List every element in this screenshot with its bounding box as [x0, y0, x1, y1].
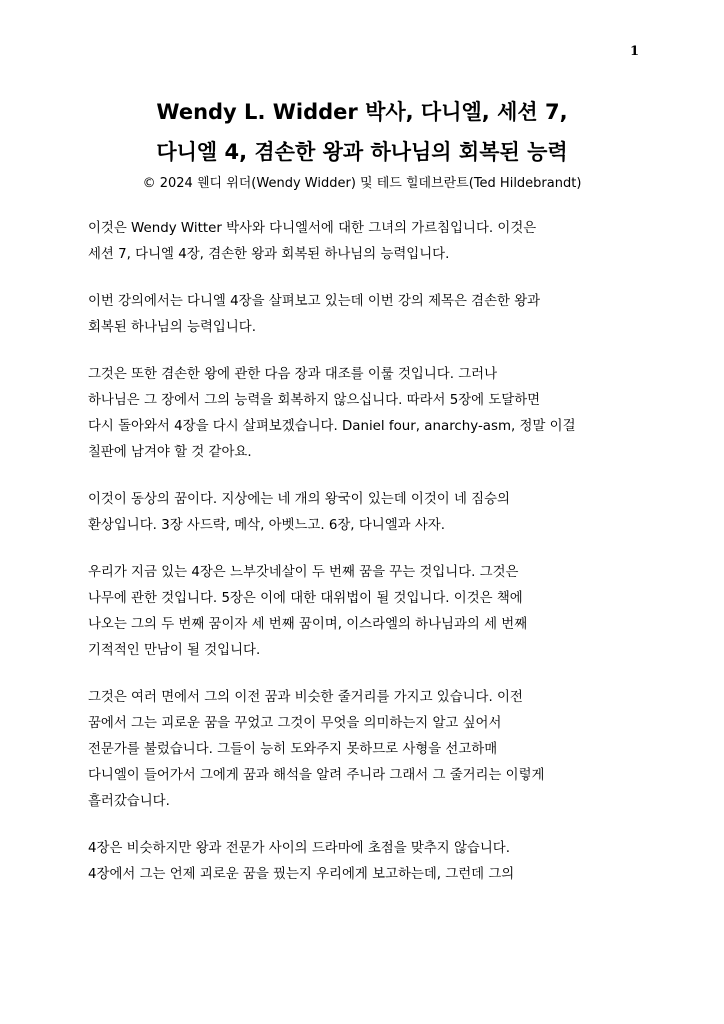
paragraph-line: 세션 7, 다니엘 4장, 겸손한 왕과 회복된 하나님의 능력입니다. [88, 247, 450, 262]
paragraph-line: 꿈에서 그는 괴로운 꿈을 꾸었고 그것이 무엇을 의미하는지 알고 싶어서 [88, 716, 502, 731]
paragraph-line: 전문가를 불렀습니다. 그들이 능히 도와주지 못하므로 사형을 선고하매 [88, 742, 498, 757]
paragraph-line: 환상입니다. 3장 사드락, 메삭, 아벳느고. 6장, 다니엘과 사자. [88, 518, 445, 533]
paragraph-line: 나무에 관한 것입니다. 5장은 이에 대한 대위법이 될 것입니다. 이것은 책에 [88, 591, 523, 606]
copyright-line: © 2024 웬디 위더(Wendy Widder) 및 테드 힐데브란트(Ted Hildebrandt) [142, 176, 582, 191]
document-header [60, 92, 664, 196]
paragraph-line: 이것은 Wendy Witter 박사와 다니엘서에 대한 그녀의 가르침입니다. 이것은 [88, 221, 537, 236]
paragraph-line: 다시 돌아와서 4장을 다시 살펴보겠습니다. Daniel four, anarchy-asm, 정말 이걸 [88, 419, 576, 434]
paragraph-2 [88, 289, 648, 341]
paragraph-line: 이것이 동상의 꿈이다. 지상에는 네 개의 왕국이 있는데 이것이 네 짐승의 [88, 492, 510, 507]
paragraph-line: 그것은 또한 겸손한 왕에 관한 다음 장과 대조를 이룰 것입니다. 그러나 [88, 367, 498, 382]
paragraph-line: 칠판에 남겨야 할 것 같아요. [88, 445, 252, 460]
paragraph-7 [88, 836, 648, 888]
paragraph-4 [88, 487, 648, 539]
paragraph-line: 기적적인 만남이 될 것입니다. [88, 643, 261, 658]
paragraph-line: 하나님은 그 장에서 그의 능력을 회복하지 않으십니다. 따라서 5장에 도달하면 [88, 393, 541, 408]
paragraph-line: 흘러갔습니다. [88, 794, 170, 809]
title-line-1: Wendy L. Widder 박사, 다니엘, 세션 7, [156, 100, 568, 124]
page-number: 1 [629, 44, 639, 59]
paragraph-5 [88, 560, 648, 664]
paragraph-line: 회복된 하나님의 능력입니다. [88, 320, 256, 335]
paragraph-line: 4장에서 그는 언제 괴로운 꿈을 꿨는지 우리에게 보고하는데, 그런데 그의 [88, 867, 515, 882]
paragraph-line: 그것은 여러 면에서 그의 이전 꿈과 비슷한 줄거리를 가지고 있습니다. 이전 [88, 690, 523, 705]
paragraph-line: 다니엘이 들어가서 그에게 꿈과 해석을 알려 주니라 그래서 그 줄거리는 이렇게 [88, 768, 545, 783]
paragraph-line: 이번 강의에서는 다니엘 4장을 살펴보고 있는데 이번 강의 제목은 겸손한 왕과 [88, 294, 541, 309]
paragraph-line: 우리가 지금 있는 4장은 느부갓네살이 두 번째 꿈을 꾸는 것입니다. 그것은 [88, 565, 519, 580]
title-line-2: 다니엘 4, 겸손한 왕과 하나님의 회복된 능력 [156, 140, 568, 164]
paragraph-3 [88, 362, 648, 466]
paragraph-6 [88, 685, 648, 815]
paragraph-1 [88, 216, 648, 268]
document-body [88, 216, 648, 909]
paragraph-line: 나오는 그의 두 번째 꿈이자 세 번째 꿈이며, 이스라엘의 하나님과의 세 번째 [88, 617, 528, 632]
paragraph-line: 4장은 비슷하지만 왕과 전문가 사이의 드라마에 초점을 맞추지 않습니다. [88, 841, 510, 856]
